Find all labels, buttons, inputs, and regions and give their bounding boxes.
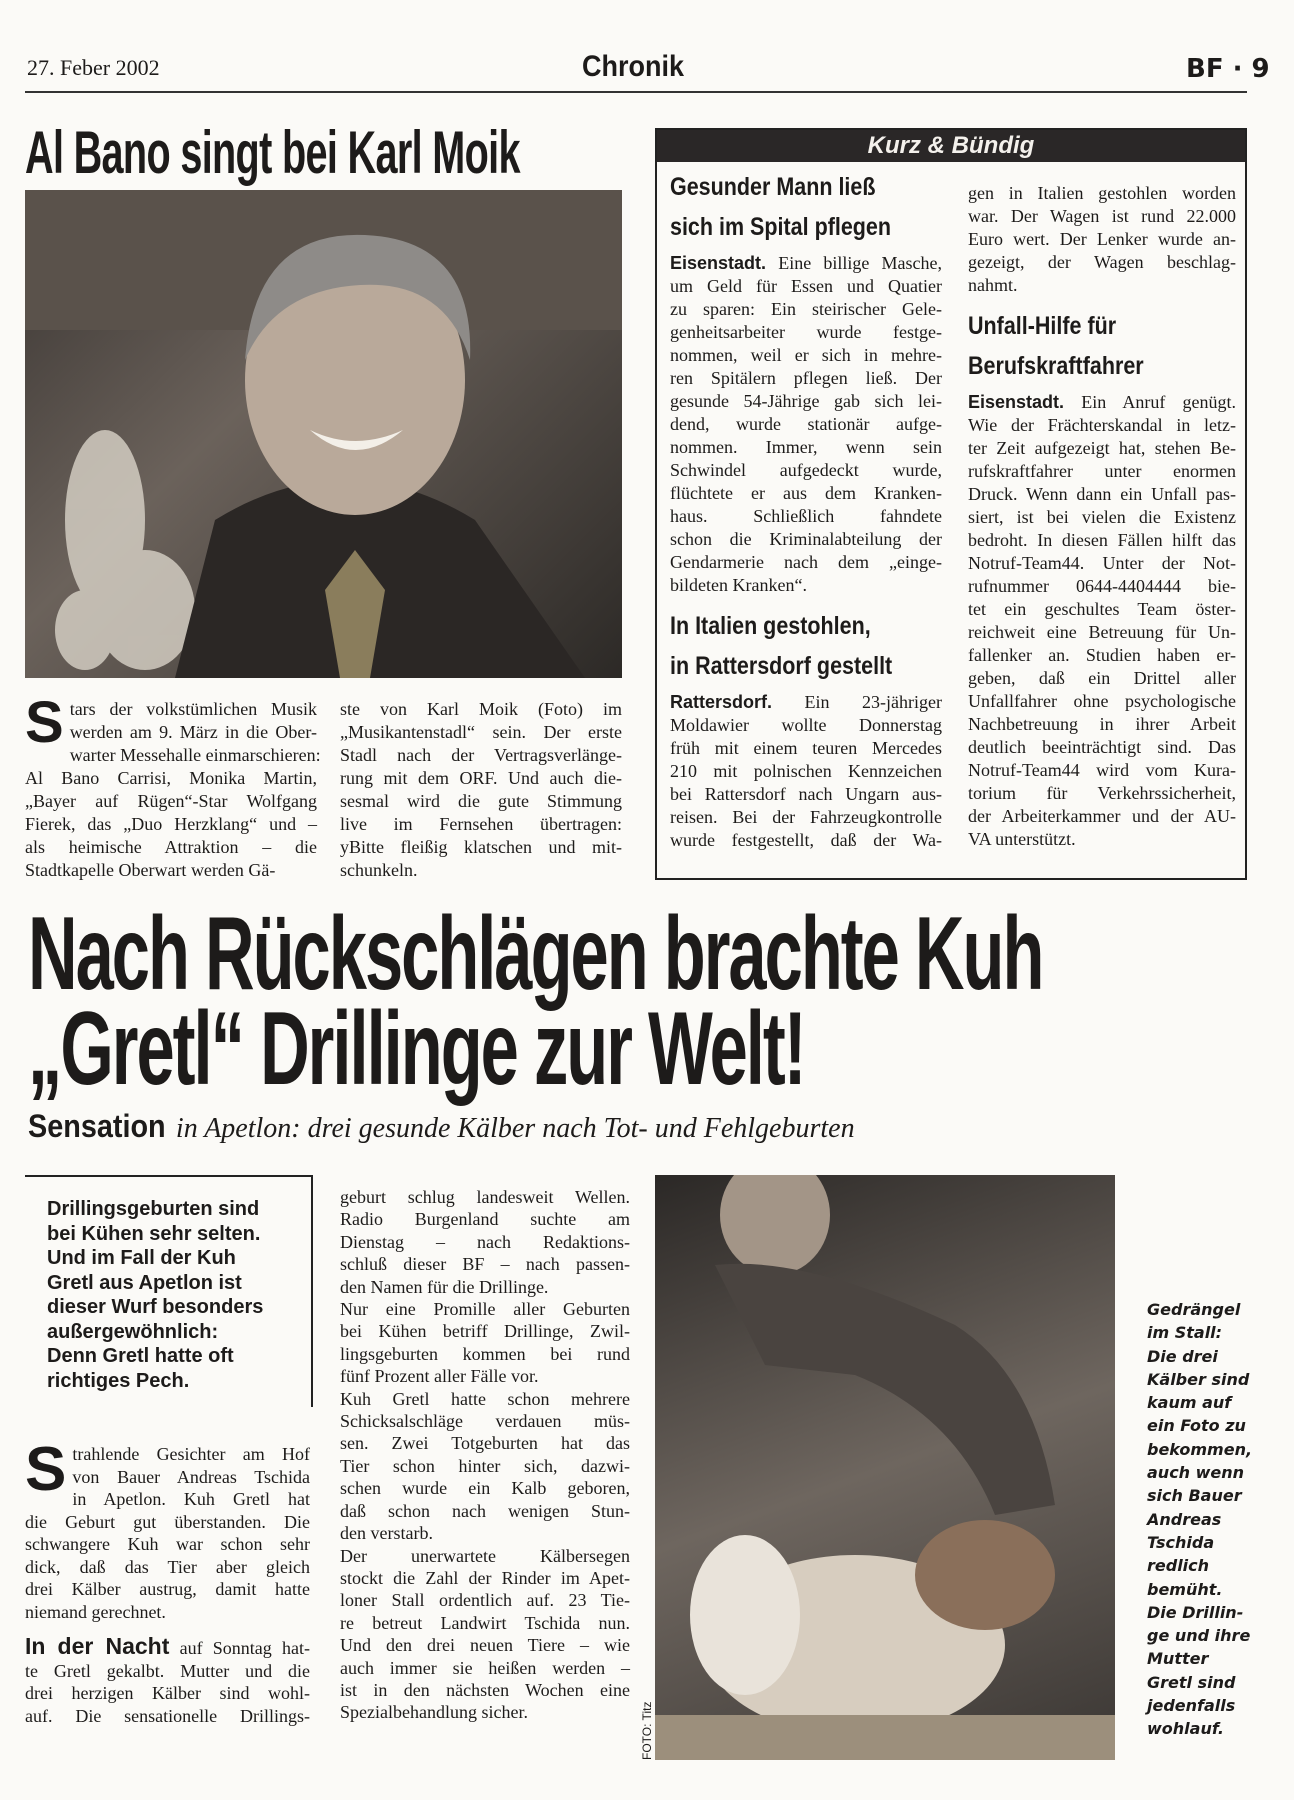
subheading: sich im Spital pflegen [670, 213, 892, 241]
line-text: Schicksalschläge verdauen müs- [340, 1411, 630, 1432]
line-text: ste von Karl Moik (Foto) im [340, 699, 622, 719]
line-text: dick, daß das Tier aber gleich [25, 1556, 310, 1577]
text-line [340, 767, 622, 790]
photo-credit: FOTO: Titz [640, 1701, 654, 1760]
subheading: in Rattersdorf gestellt [670, 652, 893, 680]
line-text: Euro wert. Der Lenker wurde an- [968, 229, 1236, 249]
text-line [25, 1511, 310, 1534]
subheading: Gesunder Mann ließ [670, 173, 876, 201]
line-text: um Geld für Essen und Quatier [670, 276, 942, 296]
line-text: gen in Italien gestohlen worden [968, 183, 1236, 203]
line-text: trahlende Gesichter am Hof [72, 1444, 310, 1464]
text-line [968, 437, 1236, 460]
line-text: von Bauer Andreas Tschida [72, 1466, 310, 1487]
text-line: Kälber sind [1147, 1369, 1250, 1389]
line-text: tet ein geschultes Team öster- [968, 599, 1236, 619]
text-line [25, 698, 317, 721]
text-line: dieser Wurf besonders [47, 1296, 264, 1318]
text-line: Gretl aus Apetlon ist [47, 1271, 242, 1294]
line-text: drei Kälber austrug, damit hatte [25, 1579, 310, 1599]
text-line [25, 790, 317, 813]
text-line [968, 414, 1236, 437]
line-text: Fierek, das „Duo Herzklang“ und – [25, 814, 317, 834]
text-line [340, 1365, 630, 1387]
line-text: nommen. Immer, wenn sein [670, 437, 942, 457]
lead-word: Eisenstadt. [968, 392, 1065, 412]
text-line [670, 737, 942, 760]
subheading: In Italien gestohlen, [670, 612, 871, 640]
text-line: bemüht. [1147, 1579, 1223, 1599]
albano-column-2 [340, 698, 622, 882]
line-text: re betreut Landwirt Tschida nun. [340, 1612, 630, 1633]
text-line: kaum auf [1147, 1393, 1232, 1413]
text-line: bei Kühen sehr selten. [47, 1222, 261, 1245]
text-line [968, 828, 1236, 851]
text-line [340, 1477, 630, 1499]
line-text: den Namen für die Drillinge. [340, 1276, 549, 1297]
text-line [340, 1432, 630, 1454]
header-rule [25, 91, 1247, 93]
line-text: die Geburt gut überstanden. Die [25, 1511, 310, 1532]
line-text: fallenker an. Studien haben er- [968, 645, 1236, 665]
line-text: daß schon nach wenigen Stun- [340, 1500, 630, 1521]
text-line [340, 790, 622, 813]
line-text: loner Stall ordentlich auf. 23 Tie- [340, 1590, 630, 1611]
text-line: Andreas [1147, 1509, 1222, 1529]
line-text: gezeigt, der Wagen beschlag- [968, 252, 1236, 272]
text-line [968, 251, 1236, 274]
text-line [340, 1500, 630, 1522]
text-line [670, 321, 942, 344]
text-line [968, 205, 1236, 228]
text-line [25, 1443, 310, 1466]
text-line [340, 1701, 630, 1723]
subheading: Unfall-Hilfe für [968, 312, 1117, 340]
line-text: geben, daß ein Drittel aller [968, 668, 1236, 688]
text-line [968, 552, 1236, 575]
teaser-box [25, 1175, 313, 1407]
line-text: wurde festgestellt, daß der Wa- [670, 830, 942, 850]
text-line [670, 482, 942, 505]
line-text: „Bayer auf Rügen“-Star Wolfgang [25, 791, 317, 811]
text-line [670, 505, 942, 528]
text-line [340, 836, 622, 859]
text-line [670, 413, 942, 436]
text-line [670, 783, 942, 806]
line-text: Notruf-Team44 wird vom Kura- [968, 760, 1236, 780]
line-text: niemand gerechnet. [25, 1601, 166, 1622]
text-line [340, 721, 622, 744]
line-text: deutlich beeinträchtigt sind. Das [968, 737, 1236, 757]
text-line [25, 1466, 310, 1489]
text-line [968, 621, 1236, 644]
line-text: Dienstag – nach Redaktions- [340, 1231, 630, 1252]
line-text: der Arbeiterkammer und der AU- [968, 806, 1236, 826]
text-line: im Stall: [1147, 1323, 1223, 1343]
text-line [25, 1705, 310, 1728]
line-text: rufskraftfahrer unter enormen [968, 461, 1236, 481]
line-text: Moldawier wollte Donnerstag [670, 715, 942, 735]
line-text: auf Sonntag hat- [169, 1638, 310, 1658]
issue-date: 27. Feber 2002 [27, 55, 160, 80]
kurz-buendig-title: Kurz & Bündig [867, 132, 1035, 159]
gretl-column-2 [340, 1186, 630, 1724]
paragraph [670, 172, 942, 597]
text-line [670, 390, 942, 413]
cows-photo [655, 1175, 1115, 1760]
line-text: ren Spitälern pflegen ließ. Der [670, 368, 942, 388]
text-line [670, 275, 942, 298]
text-line: Mutter [1147, 1649, 1209, 1669]
text-line: redlich [1147, 1556, 1210, 1576]
text-line [670, 829, 942, 852]
subheading: Berufskraftfahrer [968, 352, 1144, 380]
line-text: schen wurde ein Kalb geboren, [340, 1478, 630, 1499]
line-text: te Gretl gekalbt. Mutter und die [25, 1660, 310, 1681]
text-line: Drillingsgeburten sind [47, 1198, 260, 1220]
text-line [25, 721, 317, 744]
text-line [340, 1388, 630, 1410]
text-line [670, 436, 942, 459]
text-line [968, 274, 1236, 297]
text-line [340, 1679, 630, 1701]
line-text: haus. Schließlich fahndete [670, 506, 942, 526]
text-line [968, 644, 1236, 667]
paragraph [670, 611, 942, 852]
line-text: ist in den nächsten Wochen eine [340, 1679, 630, 1700]
text-line: Gretl sind [1147, 1672, 1236, 1692]
line-text: genheitsarbeiter wurde festge- [670, 322, 942, 342]
line-text: werden am 9. März in die Ober- [69, 722, 317, 742]
albano-column-1 [25, 690, 321, 882]
line-text: gesunde 54-Jährige gab sich lei- [670, 391, 942, 411]
text-line [670, 252, 942, 275]
text-line [340, 1455, 630, 1477]
text-line [670, 551, 942, 574]
text-line [340, 1589, 630, 1611]
line-text: Der unerwartete Kälbersegen [340, 1545, 630, 1566]
line-text: Nachbetreuung in ihrer Arbeit [968, 714, 1236, 734]
text-line [25, 813, 317, 836]
text-line [340, 1634, 630, 1656]
drop-cap: S [25, 1435, 67, 1504]
line-text: als heimische Attraktion – die [25, 837, 317, 857]
line-text: geburt schlug landesweit Wellen. [340, 1187, 630, 1207]
lead-word: In der Nacht [25, 1633, 170, 1659]
text-line: außergewöhnlich: [47, 1320, 219, 1343]
text-line [340, 1343, 630, 1365]
paragraph [968, 311, 1236, 851]
line-text: flüchtete er aus dem Kranken- [670, 483, 942, 503]
text-line [968, 506, 1236, 529]
text-line [340, 1276, 630, 1298]
text-line: Tschida [1147, 1532, 1215, 1552]
line-text: Eine billige Masche, [766, 253, 942, 273]
lead-word: Eisenstadt. [670, 253, 767, 273]
line-text: dend, wurde stationär aufge- [670, 414, 942, 434]
paragraph [25, 1435, 310, 1623]
text-line [340, 698, 622, 721]
kurz-column-1 [670, 170, 942, 852]
line-text: war. Der Wagen ist rund 22.000 [968, 206, 1236, 226]
text-line [968, 575, 1236, 598]
text-line [340, 1522, 630, 1544]
karl-moik-photo [25, 190, 622, 678]
line-text: rung mit dem ORF. Und auch die- [340, 768, 622, 788]
line-text: schluß dieser BF – nach passen- [340, 1254, 630, 1275]
text-line [25, 836, 317, 859]
line-text: bei Rattersdorf nach Ungarn aus- [670, 784, 942, 804]
line-text: früh mit einem teuren Mercedes [670, 738, 942, 758]
line-text: nommen, weil er sich in mehre- [670, 345, 942, 365]
text-line [25, 767, 317, 790]
line-text: in Apetlon. Kuh Gretl hat [72, 1489, 310, 1509]
text-line: Denn Gretl hatte oft [47, 1345, 234, 1367]
line-text: bedroht. In diesen Fällen hilft das [968, 530, 1236, 550]
line-text: live im Fernsehen übertragen: [340, 814, 622, 834]
text-line [968, 782, 1236, 805]
page-number: BF · 9 [1186, 54, 1270, 84]
lead-word: Rattersdorf. [670, 692, 773, 712]
paragraph [340, 1545, 630, 1724]
text-line [25, 1635, 310, 1660]
text-line: wohlauf. [1147, 1719, 1224, 1739]
line-text: zu sparen: Ein steirischer Gele- [670, 299, 942, 319]
section-title: Chronik [582, 50, 685, 83]
line-text: reisen. Bei der Fahrzeugkontrolle [670, 807, 942, 827]
text-line [670, 806, 942, 829]
text-line: Die Drillin- [1147, 1602, 1244, 1622]
text-line [25, 1533, 310, 1556]
text-line [670, 344, 942, 367]
gretl-headline-line-1: Nach Rückschlägen brachte Kuh [28, 896, 1043, 1012]
paragraph [25, 690, 321, 882]
text-line [968, 228, 1236, 251]
gretl-subheadline [28, 1108, 855, 1145]
line-text: Tier schon hinter sich, dazwi- [340, 1455, 630, 1476]
text-line: Und im Fall der Kuh [47, 1247, 236, 1269]
text-line: Die drei [1147, 1346, 1218, 1366]
line-text: fünf Prozent aller Fälle vor. [340, 1366, 539, 1387]
line-text: Notruf-Team44. Unter der Not- [968, 553, 1236, 573]
text-line [340, 1545, 630, 1567]
line-text: drei herzigen Kälber sind wohl- [25, 1683, 310, 1703]
line-text: Kuh Gretl hatte schon mehrere [340, 1388, 630, 1409]
gretl-headline-line-2: „Gretl“ Drillinge zur Welt! [28, 991, 805, 1107]
line-text: Spezialbehandlung sicher. [340, 1702, 528, 1723]
paragraph [25, 1635, 310, 1727]
text-line [968, 529, 1236, 552]
line-text: Nur eine Promille aller Geburten [340, 1299, 630, 1320]
text-line [340, 1253, 630, 1275]
text-line [670, 714, 942, 737]
text-line [968, 690, 1236, 713]
text-line [968, 483, 1236, 506]
text-line [968, 736, 1236, 759]
line-text: rufnummer 0644-4404444 bie- [968, 576, 1236, 596]
farmer-calves-illustration [655, 1175, 1115, 1760]
paragraph [968, 182, 1236, 297]
text-line: Gedrängel [1147, 1300, 1241, 1319]
text-line: auch wenn [1147, 1463, 1245, 1483]
text-line [670, 528, 942, 551]
line-text: Und den drei neuen Tiere – wie [340, 1635, 630, 1656]
subheadline-text: in Apetlon: drei gesunde Kälber nach Tot- und Fehlgeburten [168, 1113, 855, 1144]
text-line [25, 1660, 310, 1683]
line-text: Ein 23-jähriger [772, 692, 942, 712]
text-line [968, 667, 1236, 690]
photo-caption [1147, 1298, 1252, 1741]
line-text: sen. Zwei Totgeburten hat das [340, 1433, 630, 1454]
line-text: VA unterstützt. [968, 829, 1076, 849]
text-line: ein Foto zu [1147, 1416, 1246, 1436]
kurz-column-2 [968, 182, 1236, 851]
text-line [340, 1231, 630, 1253]
text-line [340, 1298, 630, 1320]
text-line [670, 367, 942, 390]
line-text: bildeten Kranken“. [670, 575, 807, 595]
line-text: Stadl nach der Vertragsverlänge- [340, 745, 622, 765]
portrait-illustration [25, 190, 622, 678]
text-line [670, 691, 942, 714]
text-line [25, 1682, 310, 1705]
line-text: yBitte fleißig klatschen und mit- [340, 837, 622, 857]
text-line [340, 813, 622, 836]
text-line [340, 1320, 630, 1342]
text-line [670, 459, 942, 482]
gretl-column-1 [25, 1435, 310, 1727]
text-line: richtiges Pech. [47, 1369, 190, 1392]
text-line [340, 1208, 630, 1230]
albano-headline: Al Bano singt bei Karl Moik [25, 119, 520, 186]
line-text: 210 mit polnischen Kennzeichen [670, 761, 942, 781]
text-line [340, 859, 622, 882]
line-text: Unfallfahrer ohne psychologische [968, 691, 1236, 711]
text-line [340, 744, 622, 767]
kurz-buendig-header [657, 130, 1245, 162]
text-line [670, 760, 942, 783]
paragraph [340, 698, 622, 882]
line-text: Al Bano Carrisi, Monika Martin, [25, 768, 317, 788]
line-text: Schwindel aufgedeckt wurde, [670, 460, 942, 480]
line-text: bei Kühen betriff Drillinge, Zwil- [340, 1321, 630, 1342]
line-text: Gendarmerie nach dem „einge- [670, 552, 942, 572]
text-line [25, 1556, 310, 1579]
text-line: bekommen, [1147, 1439, 1253, 1459]
drop-cap: S [25, 690, 64, 755]
text-line [968, 598, 1236, 621]
text-line [968, 805, 1236, 828]
paragraph [340, 1298, 630, 1388]
text-line [25, 859, 317, 882]
text-line: jedenfalls [1147, 1696, 1236, 1716]
text-line [670, 298, 942, 321]
paragraph [340, 1186, 630, 1298]
line-text: auf. Die sensationelle Drillings- [25, 1705, 310, 1726]
text-line [25, 744, 321, 767]
text-line: sich Bauer [1147, 1486, 1242, 1506]
text-line [968, 460, 1236, 483]
text-line [968, 182, 1236, 205]
text-line [340, 1186, 630, 1208]
line-text: sesmal wird die gute Stimmung [340, 791, 622, 811]
line-text: den verstarb. [340, 1523, 433, 1544]
line-text: Ein Anruf genügt. [1064, 392, 1236, 412]
line-text: Stadtkapelle Oberwart werden Gä- [25, 860, 276, 880]
line-text: schunkeln. [340, 860, 418, 880]
line-text: torium für Verkehrssicherheit, [968, 783, 1236, 803]
text-line [340, 1612, 630, 1634]
text-line [340, 1567, 630, 1589]
text-line [968, 759, 1236, 782]
line-text: stockt die Zahl der Rinder im Apet- [340, 1567, 630, 1588]
line-text: Wie der Frächterskandal in letz- [968, 415, 1236, 435]
text-line: ge und ihre [1147, 1626, 1251, 1646]
text-line [340, 1410, 630, 1432]
text-line [968, 391, 1236, 414]
text-line [25, 1578, 310, 1601]
line-text: reichweit eine Betreuung für Un- [968, 622, 1236, 642]
text-line [25, 1601, 310, 1624]
line-text: nahmt. [968, 275, 1018, 295]
line-text: tars der volkstümlichen Musik [69, 699, 317, 719]
line-text: schon die Kriminalabteilung der [670, 529, 942, 549]
line-text: ter Zeit aufgezeigt hat, stehen Be- [968, 438, 1236, 458]
line-text: auch immer sie heißen werden – [340, 1657, 630, 1678]
text-line [25, 1488, 310, 1511]
text-line [670, 574, 942, 597]
line-text: „Musikantenstadl“ sein. Der erste [340, 722, 622, 742]
line-text: lingsgeburten kommen bei rund [340, 1343, 630, 1364]
subheadline-lead: Sensation [28, 1108, 166, 1144]
line-text: Radio Burgenland suchte am [340, 1209, 630, 1230]
line-text: warter Messehalle einmarschieren: [69, 745, 321, 765]
line-text: siert, ist bei vielen die Existenz [968, 507, 1236, 527]
text-line [340, 1657, 630, 1679]
line-text: Druck. Wenn dann ein Unfall pas- [968, 484, 1236, 504]
line-text: schwangere Kuh war schon sehr [25, 1534, 310, 1554]
paragraph [340, 1388, 630, 1545]
text-line [968, 713, 1236, 736]
